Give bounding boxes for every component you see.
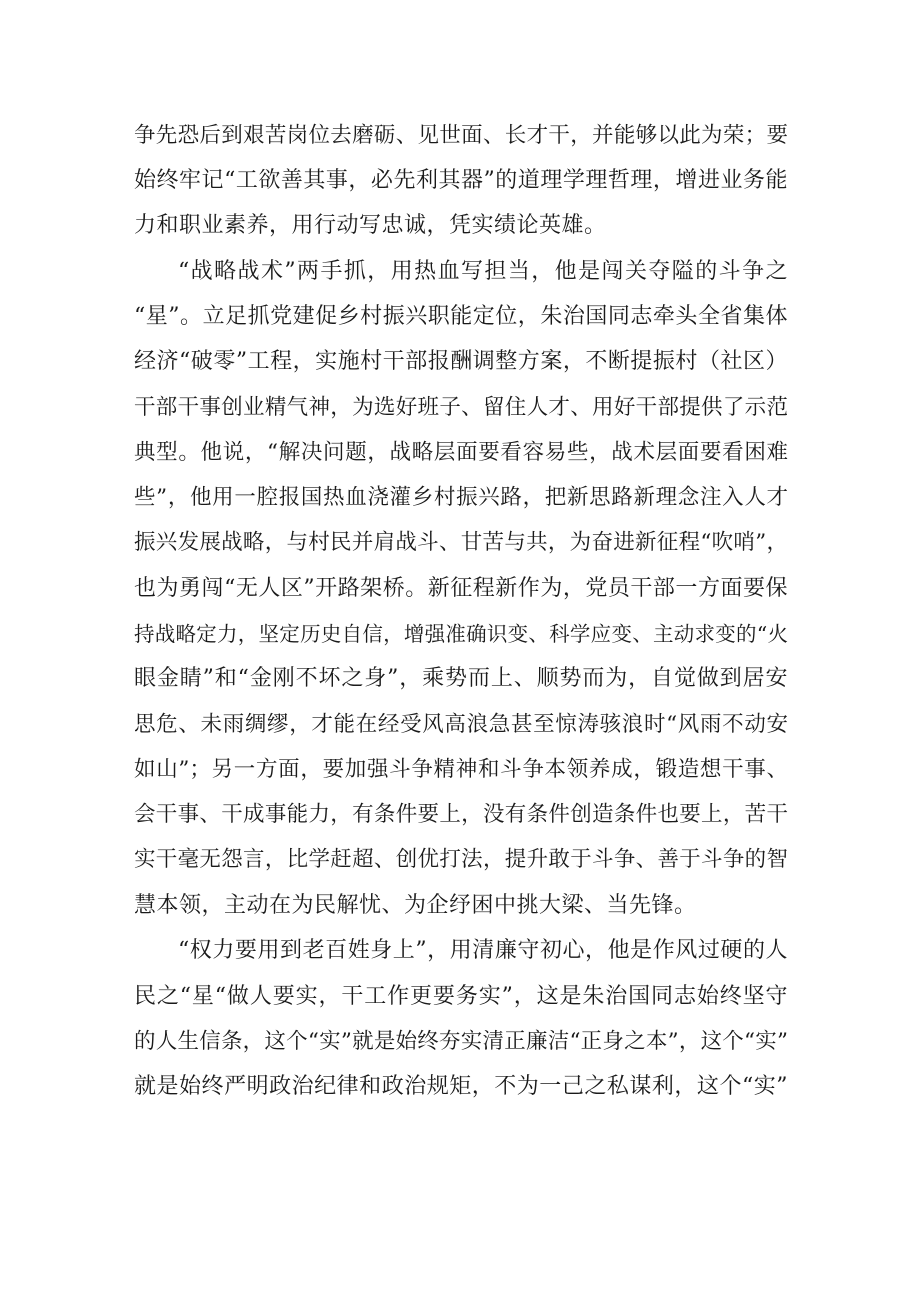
text-line: 如山”；另一方面，要加强斗争精神和斗争本领养成，锻造想干事、 (134, 757, 788, 782)
text-line: 就是始终严明政治纪律和政治规矩，不为一己之私谋利，这个“实” (134, 1074, 788, 1099)
text-line: 力和职业素养，用行动写忠诚，凭实绩论英雄。 (134, 213, 607, 238)
text-line: “星”。立足抓党建促乡村振兴职能定位，朱治国同志牵头全省集体 (134, 304, 788, 329)
text-line: 眼金睛”和“金刚不坏之身”，乘势而上、顺势而为，自觉做到居安 (134, 666, 788, 691)
text-line: 些”，他用一腔报国热血浇灌乡村振兴路，把新思路新理念注入人才 (134, 485, 788, 510)
text-line: “战略战术”两手抓，用热血写担当，他是闯关夺隘的斗争之 (178, 259, 788, 284)
text-line: “权力要用到老百姓身上”，用清廉守初心，他是作风过硬的人 (178, 938, 788, 963)
text-line: 始终牢记“工欲善其事，必先利其器”的道理学理哲理，增进业务能 (134, 168, 788, 193)
text-line: 也为勇闯“无人区”开路架桥。新征程新作为，党员干部一方面要保 (134, 576, 788, 601)
text-line: 争先恐后到艰苦岗位去磨砺、见世面、长才干，并能够以此为荣；要 (134, 123, 788, 148)
text-line: 民之“星“做人要实，干工作更要务实”，这是朱治国同志始终坚守 (134, 984, 788, 1009)
text-line: 振兴发展战略，与村民并肩战斗、甘苦与共，为奋进新征程“吹哨”， (134, 530, 788, 555)
text-line: 实干毫无怨言，比学赶超、创优打法，提升敢于斗争、善于斗争的智 (134, 847, 788, 872)
text-line: 慧本领，主动在为民解忧、为企纾困中挑大梁、当先锋。 (134, 893, 697, 918)
text-line: 会干事、干成事能力，有条件要上，没有条件创造条件也要上，苦干 (134, 802, 788, 827)
text-line: 思危、未雨绸缪，才能在经受风高浪急甚至惊涛骇浪时“风雨不动安 (134, 712, 788, 737)
text-line: 经济“破零”工程，实施村干部报酬调整方案，不断提振村（社区） (134, 349, 788, 374)
text-line: 干部干事创业精气神，为选好班子、留住人才、用好干部提供了示范 (134, 395, 788, 420)
text-line: 的人生信条，这个“实”就是始终夯实清正廉洁“正身之本”，这个“实” (134, 1029, 788, 1054)
text-line: 持战略定力，坚定历史自信，增强准确识变、科学应变、主动求变的“火 (134, 622, 788, 646)
text-line: 典型。他说，“解决问题，战略层面要看容易些，战术层面要看困难 (134, 440, 788, 465)
